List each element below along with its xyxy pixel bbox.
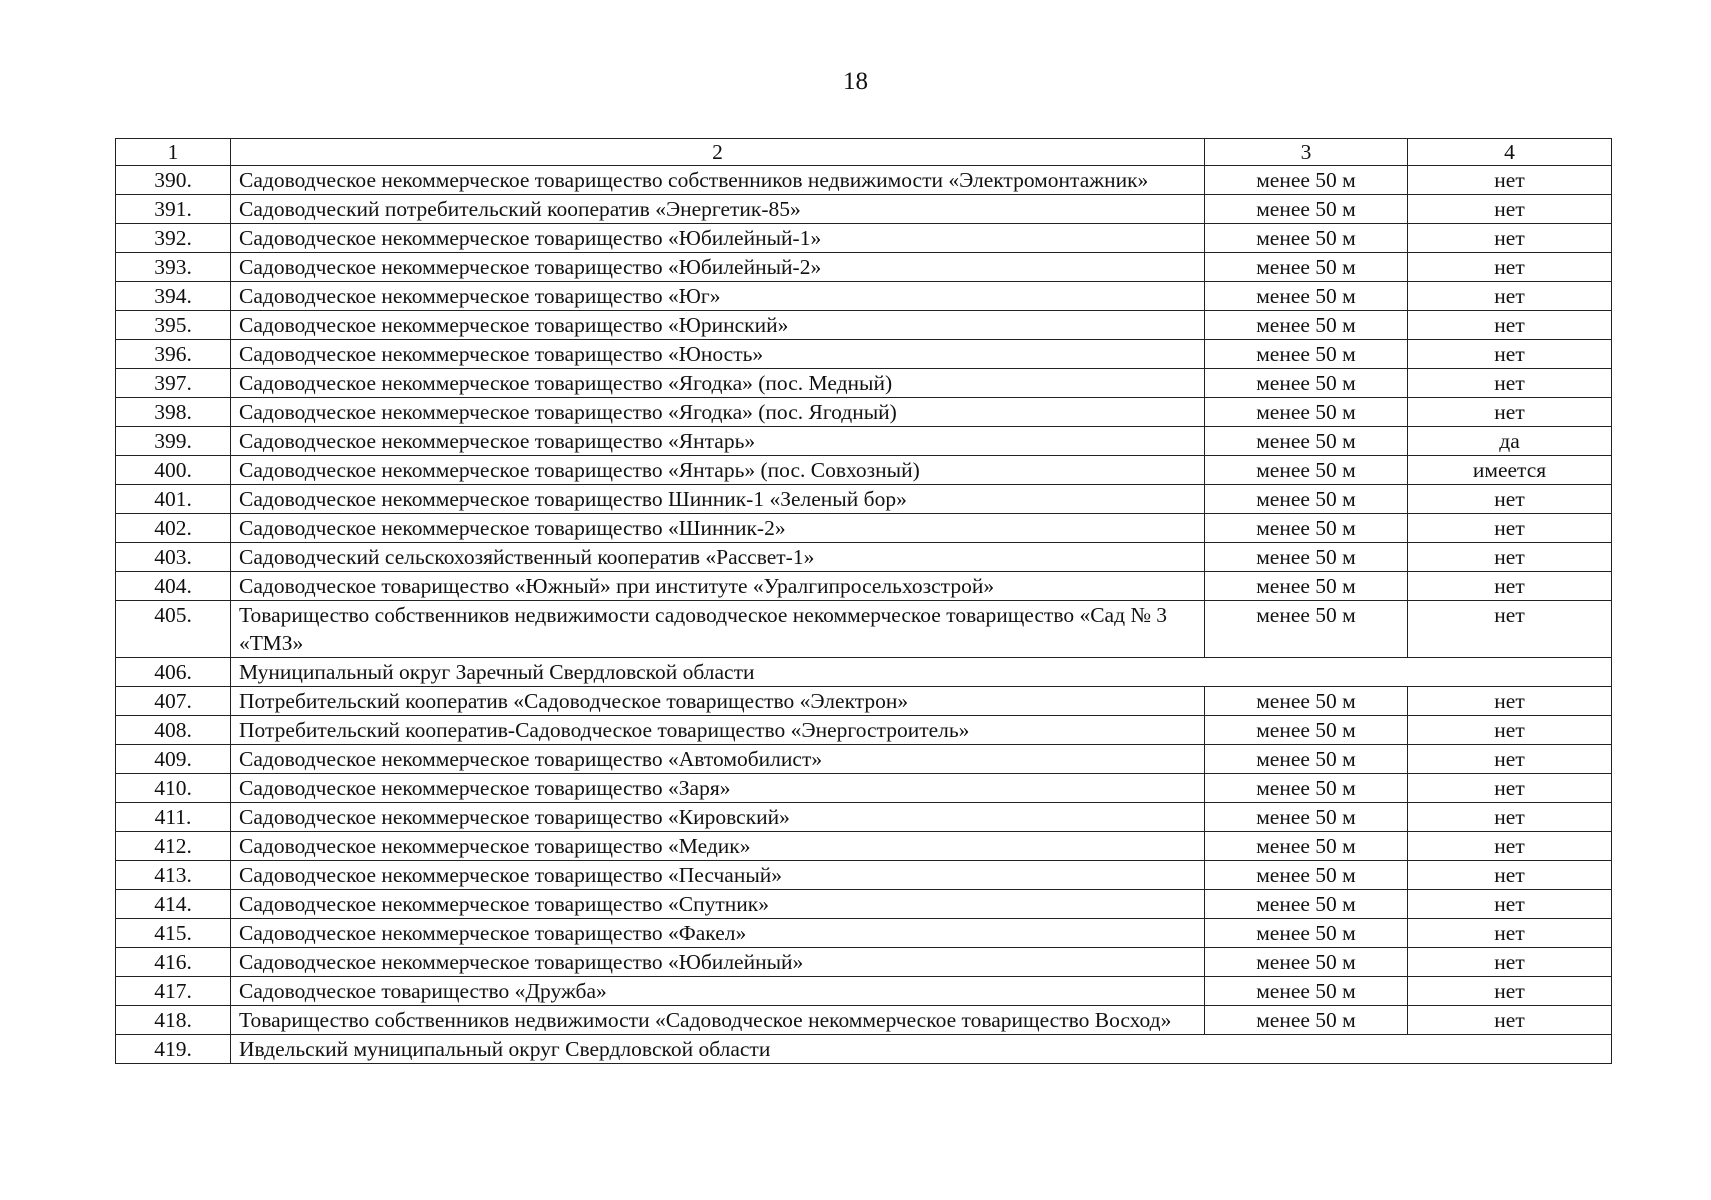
row-number: 407.: [116, 687, 231, 716]
table-row: [116, 398, 1612, 427]
distance-value: менее 50 м: [1205, 398, 1408, 427]
organization-name: Садоводческое некоммерческое товарищество «Юность»: [231, 340, 1205, 369]
organization-name: Товарищество собственников недвижимости садоводческое некоммерческое товарищество «Сад № 3 «ТМЗ»: [231, 601, 1205, 658]
organization-name: Садоводческое некоммерческое товарищество Шинник-1 «Зеленый бор»: [231, 485, 1205, 514]
distance-value: менее 50 м: [1205, 803, 1408, 832]
distance-value: менее 50 м: [1205, 427, 1408, 456]
table-row: [116, 195, 1612, 224]
row-number: 392.: [116, 224, 231, 253]
section-row: [116, 658, 1612, 687]
table-row: [116, 282, 1612, 311]
row-number: 418.: [116, 1006, 231, 1035]
table-row: [116, 774, 1612, 803]
table-row: [116, 369, 1612, 398]
table-row: [116, 543, 1612, 572]
row-number: 393.: [116, 253, 231, 282]
availability-value: нет: [1408, 166, 1612, 195]
table-row: [116, 311, 1612, 340]
availability-value: нет: [1408, 253, 1612, 282]
row-number: 406.: [116, 658, 231, 687]
organization-name: Садоводческий сельскохозяйственный кооператив «Рассвет-1»: [231, 543, 1205, 572]
distance-value: менее 50 м: [1205, 716, 1408, 745]
table-row: [116, 687, 1612, 716]
row-number: 390.: [116, 166, 231, 195]
distance-value: менее 50 м: [1205, 977, 1408, 1006]
availability-value: нет: [1408, 224, 1612, 253]
table-row: [116, 514, 1612, 543]
table-row: [116, 861, 1612, 890]
distance-value: менее 50 м: [1205, 166, 1408, 195]
table-row: [116, 803, 1612, 832]
row-number: 391.: [116, 195, 231, 224]
table-row: [116, 253, 1612, 282]
availability-value: нет: [1408, 282, 1612, 311]
distance-value: менее 50 м: [1205, 832, 1408, 861]
availability-value: нет: [1408, 948, 1612, 977]
distance-value: менее 50 м: [1205, 514, 1408, 543]
availability-value: нет: [1408, 919, 1612, 948]
organization-name: Садоводческое некоммерческое товарищество «Янтарь»: [231, 427, 1205, 456]
row-number: 415.: [116, 919, 231, 948]
organization-name: Садоводческое некоммерческое товарищество «Автомобилист»: [231, 745, 1205, 774]
availability-value: нет: [1408, 485, 1612, 514]
table-row: [116, 485, 1612, 514]
organization-name: Садоводческое товарищество «Дружба»: [231, 977, 1205, 1006]
table-row: [116, 745, 1612, 774]
organization-name: Садоводческое некоммерческое товарищество «Юбилейный-1»: [231, 224, 1205, 253]
organization-name: Садоводческое некоммерческое товарищество собственников недвижимости «Электромонтажник»: [231, 166, 1205, 195]
availability-value: нет: [1408, 311, 1612, 340]
distance-value: менее 50 м: [1205, 948, 1408, 977]
row-number: 394.: [116, 282, 231, 311]
availability-value: нет: [1408, 572, 1612, 601]
table-row: [116, 572, 1612, 601]
distance-value: менее 50 м: [1205, 369, 1408, 398]
table-row: [116, 1006, 1612, 1035]
table-row: [116, 890, 1612, 919]
availability-value: нет: [1408, 687, 1612, 716]
row-number: 396.: [116, 340, 231, 369]
organization-name: Садоводческое некоммерческое товарищество «Кировский»: [231, 803, 1205, 832]
distance-value: менее 50 м: [1205, 456, 1408, 485]
table-row: [116, 456, 1612, 485]
availability-value: нет: [1408, 803, 1612, 832]
page-number: 18: [843, 68, 868, 95]
organization-name: Садоводческое некоммерческое товарищество «Юринский»: [231, 311, 1205, 340]
organization-name: Садоводческое некоммерческое товарищество «Заря»: [231, 774, 1205, 803]
row-number: 410.: [116, 774, 231, 803]
organization-name: Садоводческое товарищество «Южный» при институте «Уралгипросельхозстрой»: [231, 572, 1205, 601]
row-number: 408.: [116, 716, 231, 745]
availability-value: нет: [1408, 195, 1612, 224]
row-number: 402.: [116, 514, 231, 543]
availability-value: нет: [1408, 601, 1612, 658]
availability-value: нет: [1408, 977, 1612, 1006]
distance-value: менее 50 м: [1205, 485, 1408, 514]
availability-value: нет: [1408, 774, 1612, 803]
distance-value: менее 50 м: [1205, 282, 1408, 311]
organization-name: Садоводческое некоммерческое товарищество «Песчаный»: [231, 861, 1205, 890]
organization-name: Садоводческое некоммерческое товарищество «Юбилейный-2»: [231, 253, 1205, 282]
row-number: 395.: [116, 311, 231, 340]
section-title: Ивдельский муниципальный округ Свердловской области: [231, 1035, 1612, 1064]
row-number: 403.: [116, 543, 231, 572]
distance-value: менее 50 м: [1205, 861, 1408, 890]
organization-name: Товарищество собственников недвижимости «Садоводческое некоммерческое товарищество Восход»: [231, 1006, 1205, 1035]
availability-value: нет: [1408, 861, 1612, 890]
row-number: 401.: [116, 485, 231, 514]
availability-value: нет: [1408, 832, 1612, 861]
distance-value: менее 50 м: [1205, 572, 1408, 601]
availability-value: нет: [1408, 745, 1612, 774]
column-header-3: 3: [1205, 139, 1408, 166]
row-number: 419.: [116, 1035, 231, 1064]
availability-value: нет: [1408, 369, 1612, 398]
distance-value: менее 50 м: [1205, 195, 1408, 224]
table-row: [116, 948, 1612, 977]
distance-value: менее 50 м: [1205, 1006, 1408, 1035]
distance-value: менее 50 м: [1205, 919, 1408, 948]
row-number: 416.: [116, 948, 231, 977]
section-title: Муниципальный округ Заречный Свердловской области: [231, 658, 1612, 687]
row-number: 400.: [116, 456, 231, 485]
table-body: [116, 139, 1612, 1064]
organization-name: Потребительский кооператив-Садоводческое товарищество «Энергостроитель»: [231, 716, 1205, 745]
organization-name: Потребительский кооператив «Садоводческое товарищество «Электрон»: [231, 687, 1205, 716]
availability-value: имеется: [1408, 456, 1612, 485]
column-header-4: 4: [1408, 139, 1612, 166]
availability-value: нет: [1408, 398, 1612, 427]
organization-name: Садоводческое некоммерческое товарищество «Шинник-2»: [231, 514, 1205, 543]
table-row: [116, 919, 1612, 948]
availability-value: нет: [1408, 543, 1612, 572]
organization-name: Садоводческое некоммерческое товарищество «Юбилейный»: [231, 948, 1205, 977]
availability-value: да: [1408, 427, 1612, 456]
table-row: [116, 340, 1612, 369]
availability-value: нет: [1408, 716, 1612, 745]
row-number: 414.: [116, 890, 231, 919]
register-table: [115, 138, 1612, 1064]
row-number: 413.: [116, 861, 231, 890]
distance-value: менее 50 м: [1205, 745, 1408, 774]
table-row: [116, 427, 1612, 456]
organization-name: Садоводческий потребительский кооператив «Энергетик-85»: [231, 195, 1205, 224]
table-row: [116, 832, 1612, 861]
distance-value: менее 50 м: [1205, 774, 1408, 803]
distance-value: менее 50 м: [1205, 601, 1408, 658]
column-header-1: 1: [116, 139, 231, 166]
row-number: 398.: [116, 398, 231, 427]
row-number: 411.: [116, 803, 231, 832]
organization-name: Садоводческое некоммерческое товарищество «Факел»: [231, 919, 1205, 948]
organization-name: Садоводческое некоммерческое товарищество «Ягодка» (пос. Ягодный): [231, 398, 1205, 427]
row-number: 417.: [116, 977, 231, 1006]
row-number: 399.: [116, 427, 231, 456]
distance-value: менее 50 м: [1205, 890, 1408, 919]
organization-name: Садоводческое некоммерческое товарищество «Юг»: [231, 282, 1205, 311]
row-number: 409.: [116, 745, 231, 774]
row-number: 397.: [116, 369, 231, 398]
organization-name: Садоводческое некоммерческое товарищество «Ягодка» (пос. Медный): [231, 369, 1205, 398]
distance-value: менее 50 м: [1205, 311, 1408, 340]
distance-value: менее 50 м: [1205, 687, 1408, 716]
table-row: [116, 977, 1612, 1006]
table-row: [116, 716, 1612, 745]
distance-value: менее 50 м: [1205, 543, 1408, 572]
column-header-row: [116, 139, 1612, 166]
availability-value: нет: [1408, 340, 1612, 369]
distance-value: менее 50 м: [1205, 340, 1408, 369]
distance-value: менее 50 м: [1205, 253, 1408, 282]
table-row: [116, 224, 1612, 253]
section-row: [116, 1035, 1612, 1064]
distance-value: менее 50 м: [1205, 224, 1408, 253]
organization-name: Садоводческое некоммерческое товарищество «Янтарь» (пос. Совхозный): [231, 456, 1205, 485]
organization-name: Садоводческое некоммерческое товарищество «Медик»: [231, 832, 1205, 861]
table-row: [116, 166, 1612, 195]
availability-value: нет: [1408, 514, 1612, 543]
row-number: 412.: [116, 832, 231, 861]
column-header-2: 2: [231, 139, 1205, 166]
availability-value: нет: [1408, 1006, 1612, 1035]
availability-value: нет: [1408, 890, 1612, 919]
table-row: [116, 601, 1612, 658]
row-number: 404.: [116, 572, 231, 601]
organization-name: Садоводческое некоммерческое товарищество «Спутник»: [231, 890, 1205, 919]
row-number: 405.: [116, 601, 231, 658]
